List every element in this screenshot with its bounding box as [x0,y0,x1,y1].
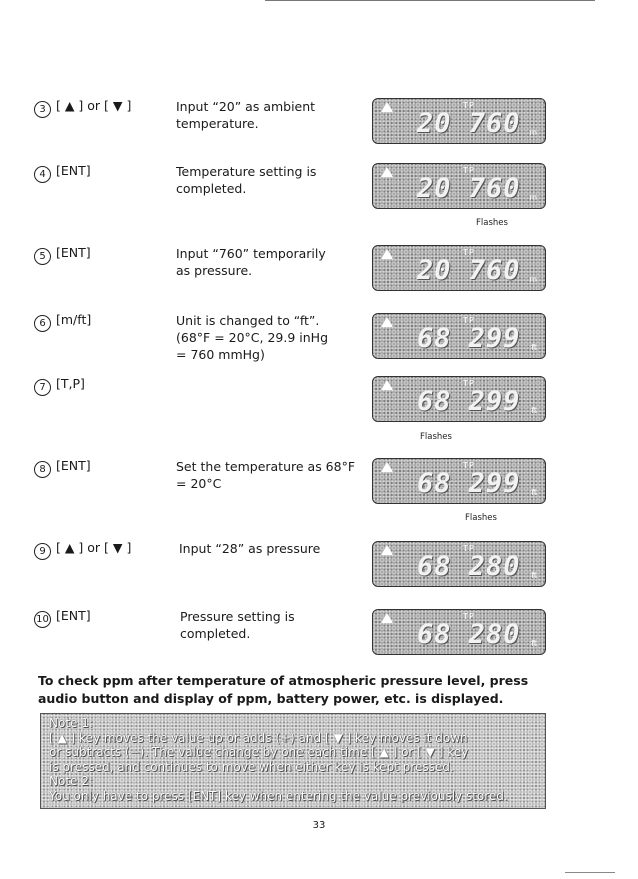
lcd-display [372,541,546,587]
step-key [34,376,85,396]
lcd-tp-label: TP [463,166,475,175]
lcd-tp-label: TP [463,101,475,110]
step-description: Input “20” as ambient temperature. [176,99,316,131]
note-2-title: Note 2: [49,774,93,788]
bottom-rule [565,872,615,873]
lcd-digits: 20 760 [417,108,521,139]
flashes-label: Flashes [465,513,497,523]
key-label: [ENT] [56,608,91,623]
step-key [34,98,131,118]
lcd-display [372,245,546,291]
lcd-tp-label: TP [463,461,475,470]
step-number: 9 [34,543,51,560]
lcd-triangle-icon [381,317,393,327]
step-description: Set the temperature as 68°F = 20°C [176,459,356,491]
lcd-tp-label: TP [463,612,475,621]
lcd-triangle-icon [381,167,393,177]
step-key [34,245,91,265]
step-key [34,540,131,560]
lcd-triangle-icon [381,249,393,259]
flashes-label: Flashes [420,432,452,442]
step-number: 8 [34,461,51,478]
note-1-line: [ ▲ ] key moves the value up or adds (+) and [ ▼ ] key moves it down [49,730,468,745]
lcd-digits: 20 760 [417,255,521,286]
lcd-digits: 68 299 [417,468,521,499]
step-key [34,163,91,183]
lcd-digits: 68 299 [417,386,521,417]
lcd-digits: 68 280 [417,619,521,650]
lcd-display [372,458,546,504]
lcd-unit: m [529,128,537,137]
key-label: [ENT] [56,163,91,178]
instruction-paragraph: To check ppm after temperature of atmospheric pressure level, press audio button and display of ppm, battery power, etc. is displayed. [38,673,529,706]
lcd-tp-label: TP [463,316,475,325]
step-key [34,458,91,478]
step-number: 5 [34,248,51,265]
lcd-digits: 68 299 [417,323,521,354]
lcd-unit: ft [531,639,537,648]
key-label: [ENT] [56,245,91,260]
step-number: 6 [34,315,51,332]
lcd-display [372,163,546,209]
page-number: 33 [312,820,326,831]
step-number: 10 [34,611,51,628]
lcd-digits: 68 280 [417,551,521,582]
lcd-display [372,376,546,422]
key-label: [T,P] [56,376,85,391]
lcd-display [372,609,546,655]
lcd-unit: ft [531,488,537,497]
lcd-display [372,98,546,144]
lcd-unit: ft [531,406,537,415]
key-label: [ ▲ ] or [ ▼ ] [56,98,132,113]
step-description: Unit is changed to “ft”. (68°F = 20°C, 29.9 inHg = 760 mmHg) [176,313,329,362]
note-2-line: You only have to press [ENT] key when entering the value previously stored. [49,788,508,803]
note-1-title: Note 1: [49,716,93,730]
step-description: Input “760” temporarily as pressure. [176,246,326,278]
step-description: Input “28” as pressure [179,541,321,556]
lcd-unit: ft [531,571,537,580]
step-number: 3 [34,101,51,118]
step-number: 4 [34,166,51,183]
lcd-triangle-icon [381,545,393,555]
step-key [34,608,91,628]
lcd-digits: 20 760 [417,173,521,204]
notes-box [40,713,546,809]
lcd-triangle-icon [381,613,393,623]
key-label: [ENT] [56,458,91,473]
top-rule [265,0,595,1]
key-label: [m/ft] [56,312,92,327]
step-description: Temperature setting is completed. [176,164,317,196]
flashes-label: Flashes [476,218,508,228]
lcd-unit: m [529,275,537,284]
lcd-unit: m [529,193,537,202]
key-label: [ ▲ ] or [ ▼ ] [56,540,132,555]
step-number: 7 [34,379,51,396]
lcd-unit: ft [531,343,537,352]
lcd-tp-label: TP [463,379,475,388]
lcd-triangle-icon [381,380,393,390]
note-1-line: is pressed, and continues to move when either key is kept pressed. [49,759,454,774]
lcd-tp-label: TP [463,544,475,553]
lcd-display [372,313,546,359]
lcd-triangle-icon [381,102,393,112]
lcd-tp-label: TP [463,248,475,257]
lcd-triangle-icon [381,462,393,472]
step-description: Pressure setting is completed. [180,609,295,641]
step-key [34,312,91,332]
note-1-line: or subtracts (−). The value change by one each time [ ▲ ] or [ ▼ ] key [49,745,469,759]
